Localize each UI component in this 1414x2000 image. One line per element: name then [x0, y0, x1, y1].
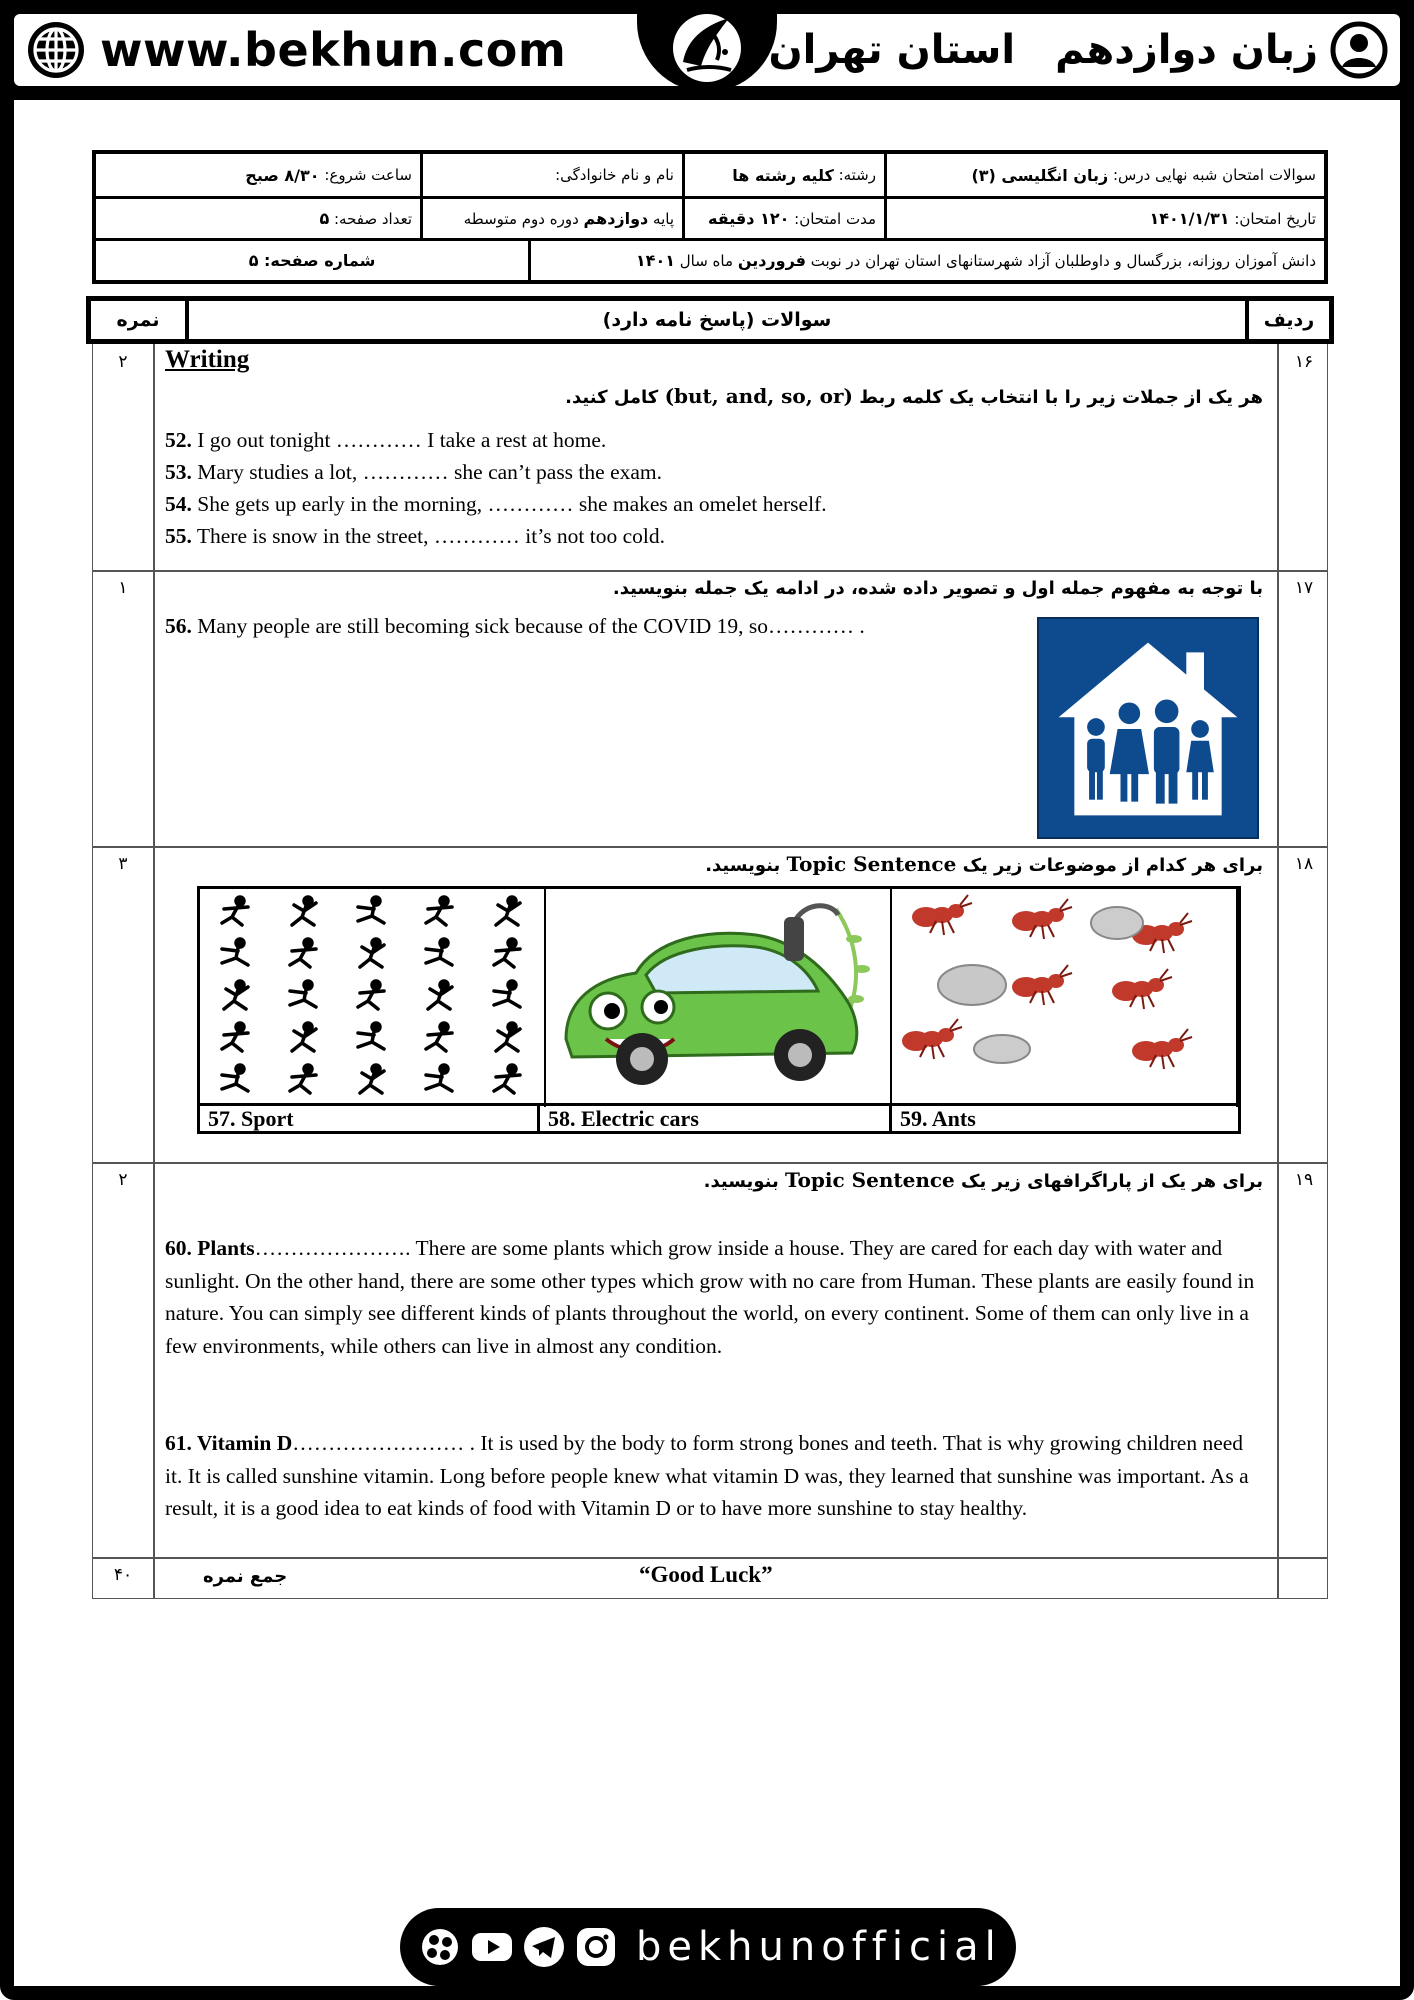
info-date: تاریخ امتحان: ۱۴۰۱/۱/۳۱	[884, 199, 1324, 238]
info-candidates: دانش آموزان روزانه، بزرگسال و داوطلبان آزاد شهرستانهای استان تهران در نوبت فروردین ماه سال ۱۴۰۱	[528, 241, 1324, 280]
sport-pictogram	[358, 990, 384, 1009]
bekhun-logo	[657, 4, 757, 88]
sport-pictogram	[292, 1029, 316, 1051]
caption-electric-cars: 58. Electric cars	[540, 1106, 892, 1131]
sport-pictogram	[494, 990, 520, 1007]
sport-pictogram	[372, 1065, 380, 1073]
topic-images-strip	[197, 886, 1241, 1134]
electric-car-drawing	[546, 889, 892, 1103]
row-divider	[93, 1162, 1327, 1164]
sport-pictogram	[290, 1074, 316, 1093]
sport-pictogram	[292, 903, 316, 925]
row-divider	[93, 1557, 1327, 1559]
province-title: استان تهران	[768, 27, 1016, 73]
question-item: 53. Mary studies a lot, ………… she can’t pass the exam.	[165, 460, 662, 484]
family-house-picture	[1037, 617, 1259, 839]
question-score: ۳	[118, 854, 128, 874]
question-instruction: برای هر یک از پاراگرافهای زیر یک Topic Sentence بنویسید.	[703, 1168, 1263, 1192]
ant-figure	[902, 1019, 962, 1059]
info-start-time: ساعت شروع: ۸/۳۰ صبح	[245, 165, 412, 185]
sport-pictogram	[372, 939, 380, 947]
sport-pictogram	[222, 948, 248, 965]
sport-pictogram	[222, 1032, 248, 1051]
info-row-2	[96, 196, 1324, 238]
question-score: ۱	[118, 578, 128, 598]
question-score: ۲	[118, 1170, 128, 1190]
question-number: ۱۷	[1294, 578, 1314, 598]
sport-pictogram	[224, 987, 248, 1009]
ant-figure	[1012, 899, 1072, 939]
sport-pictogram	[496, 903, 520, 925]
sport-pictogram	[290, 948, 316, 967]
question-item: 55. There is snow in the street, ………… it’s not too cold.	[165, 524, 666, 548]
sport-pictogram	[236, 981, 244, 989]
sport-pictogram	[508, 939, 516, 947]
social-bar[interactable]	[400, 1908, 1016, 1986]
sport-pictogram	[426, 906, 452, 925]
info-row-3	[96, 238, 1324, 280]
section-writing-title: Writing	[165, 346, 250, 373]
sport-pictogram	[236, 939, 244, 947]
page-header-title	[768, 20, 1388, 80]
question-number: ۱۶	[1294, 352, 1314, 372]
ant-figure	[1132, 1029, 1192, 1069]
sport-pictograms-image	[200, 889, 546, 1107]
sport-pictogram	[304, 1065, 312, 1073]
site-url[interactable]: www.bekhun.com	[100, 23, 567, 77]
good-luck-text: “Good Luck”	[639, 1562, 773, 1587]
score-column-divider	[153, 344, 155, 1598]
globe-icon	[26, 20, 86, 80]
ant-figure	[1012, 965, 1072, 1005]
info-name: نام و نام خانوادگی:	[420, 154, 682, 196]
sport-pictogram	[358, 1032, 384, 1049]
questions-body	[92, 344, 1328, 1599]
aparat-icon[interactable]	[418, 1925, 462, 1969]
sport-pictogram	[304, 981, 312, 989]
sport-pictogram	[304, 897, 312, 905]
sport-pictogram	[372, 981, 380, 989]
sport-pictogram	[426, 948, 452, 965]
sport-pictogram	[426, 1074, 452, 1091]
question-instruction: هر یک از جملات زیر را با انتخاب یک کلمه ربط (but, and, so, or) کامل کنید.	[565, 384, 1263, 408]
ants-drawing	[892, 889, 1238, 1103]
user-icon	[1330, 21, 1388, 79]
ant-figure	[912, 895, 972, 935]
row-divider	[93, 570, 1327, 572]
question-item: 56. Many people are still becoming sick because of the COVID 19, so………… .	[165, 614, 865, 638]
header-score-label: نمره	[116, 309, 160, 331]
row-divider	[93, 846, 1327, 848]
exam-info-table	[92, 150, 1328, 284]
site-link[interactable]	[26, 20, 566, 80]
sport-pictogram	[508, 897, 516, 905]
sport-pictogram	[360, 945, 384, 967]
caption-ants: 59. Ants	[900, 1105, 976, 1131]
info-row-1	[96, 154, 1324, 196]
ant-figure	[1112, 969, 1172, 1009]
info-page-count: تعداد صفحه: ۵	[319, 209, 412, 228]
sport-pictogram	[290, 990, 316, 1007]
sport-pictogram	[496, 1029, 520, 1051]
sport-pictogram	[222, 1074, 248, 1091]
paragraph-plants: 60. Plants…………………. There are some plants which grow inside a house. They are cared for each day with water and sunlight. On the other hand, there are some other types which grow with no care from Human. These plants are easily found in nature. You can simply see different kinds of plants throughout the world, on every continent. Some of them can only live in a few environments, while others can live in almost any condition.	[165, 1236, 1255, 1358]
total-score-value: ۴۰	[113, 1565, 133, 1585]
sport-pictogram	[360, 1071, 384, 1093]
sport-pictogram	[494, 948, 520, 967]
topic-captions-row	[200, 1103, 1238, 1131]
sport-pictogram	[236, 1023, 244, 1031]
youtube-icon[interactable]	[470, 1925, 514, 1969]
sport-pictogram	[372, 1023, 380, 1031]
question-score: ۲	[118, 352, 128, 372]
instagram-icon[interactable]	[574, 1925, 618, 1969]
course-title: زبان دوازدهم	[1055, 27, 1318, 73]
question-instruction: با توجه به مفهوم جمله اول و تصویر داده شده، در ادامه یک جمله بنویسید.	[612, 578, 1263, 599]
sport-pictogram	[372, 897, 380, 905]
sport-pictogram	[304, 939, 312, 947]
info-duration: مدت امتحان: ۱۲۰ دقیقه	[682, 199, 884, 238]
electric-car-image	[546, 889, 892, 1107]
caption-sport: 57. Sport	[200, 1106, 540, 1131]
questions-header	[86, 296, 1334, 344]
sport-pictogram	[440, 897, 448, 905]
total-score-label: جمع نمره	[203, 1566, 288, 1587]
sport-pictogram	[428, 987, 452, 1009]
sport-pictogram	[508, 981, 516, 989]
row-column-divider	[1277, 344, 1279, 1598]
sport-pictogram	[440, 981, 448, 989]
header-questions-label: سوالات (پاسخ نامه دارد)	[185, 301, 1245, 339]
sport-pictogram	[508, 1065, 516, 1073]
info-page-number: شماره صفحه: ۵	[248, 251, 376, 270]
sport-pictogram	[440, 1023, 448, 1031]
sport-pictogram	[494, 1074, 520, 1093]
paragraph-vitamin-d: 61. Vitamin D…………………… . It is used by the body to form strong bones and teeth. That is why growing children need it. It is called sunshine vitamin. Long before people knew what vitamin D was, they learned that sunshine was important. As a result, it is a good idea to eat kinds of food with Vitamin D or to have more sunshine to stay healthy.	[165, 1431, 1249, 1520]
question-number: ۱۹	[1294, 1170, 1314, 1190]
sport-icons-grid	[200, 889, 546, 1103]
telegram-icon[interactable]	[522, 1925, 566, 1969]
sport-pictogram	[426, 1032, 452, 1051]
info-field: رشته: کلیه رشته ها	[682, 154, 884, 196]
ants-image	[892, 889, 1238, 1107]
question-item: 54. She gets up early in the morning, ………… she makes an omelet herself.	[165, 492, 827, 516]
sport-pictogram	[440, 939, 448, 947]
question-item: 52. I go out tonight ………… I take a rest at home.	[165, 428, 607, 452]
question-number: ۱۸	[1294, 854, 1314, 874]
sport-pictogram	[236, 897, 244, 905]
social-handle[interactable]: bekhunofficial	[636, 1924, 1002, 1970]
header-row-label: ردیف	[1245, 301, 1329, 339]
question-instruction: برای هر کدام از موضوعات زیر یک Topic Sentence بنویسید.	[705, 852, 1263, 876]
sport-pictogram	[222, 906, 248, 925]
sport-pictogram	[236, 1065, 244, 1073]
info-grade: پایه دوازدهم دوره دوم متوسطه	[420, 199, 682, 238]
info-course: سوالات امتحان شبه نهایی درس: زبان انگلیسی (۳)	[884, 154, 1324, 196]
sport-pictogram	[440, 1065, 448, 1073]
sport-pictogram	[304, 1023, 312, 1031]
sport-pictogram	[508, 1023, 516, 1031]
sport-pictogram	[358, 906, 384, 923]
